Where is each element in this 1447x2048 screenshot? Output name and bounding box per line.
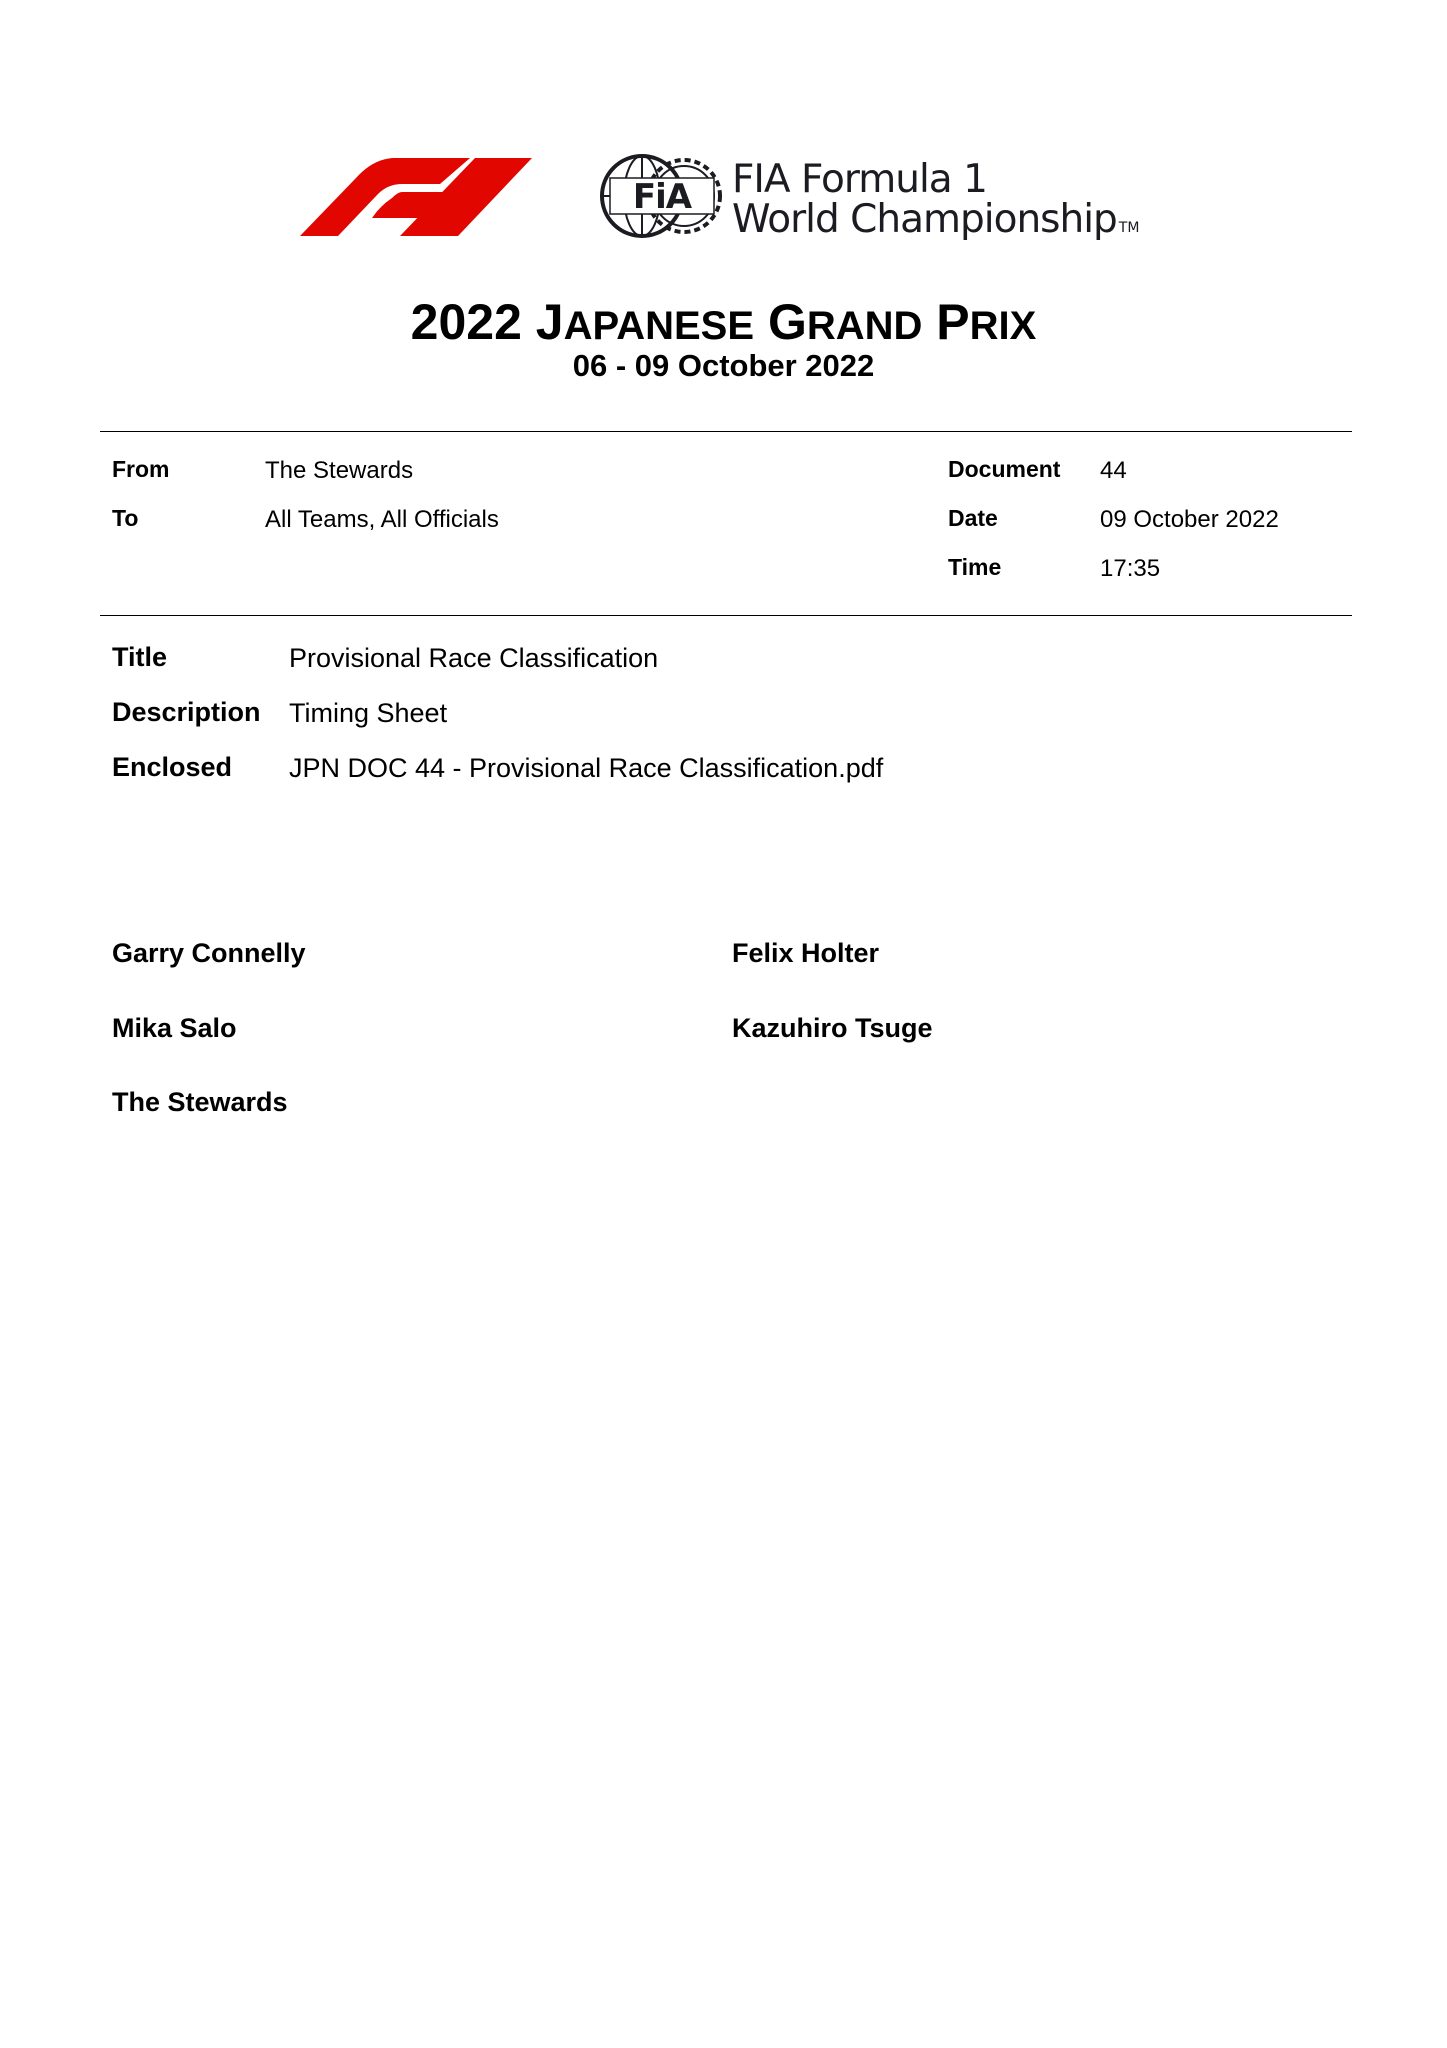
event-word2-initial: G <box>767 294 807 350</box>
championship-wordmark <box>732 157 1140 248</box>
f1-logo-icon <box>300 158 600 240</box>
signatory-group-label: The Stewards <box>112 1087 288 1117</box>
from-value: The Stewards <box>265 457 414 484</box>
event-title <box>0 294 1447 354</box>
from-label: From <box>112 456 170 482</box>
date-value: 09 October 2022 <box>1100 506 1279 533</box>
event-word3-rest: RIX <box>969 304 1037 348</box>
document-value: 44 <box>1100 457 1127 484</box>
time-value: 17:35 <box>1100 555 1161 582</box>
title-label: Title <box>112 642 168 672</box>
brand-line-1: FIA Formula 1 <box>732 157 987 202</box>
document-label: Document <box>948 456 1061 482</box>
signatory-right-1: Felix Holter <box>732 938 880 968</box>
date-label: Date <box>948 505 998 531</box>
event-word1-rest: APANESE <box>563 304 755 348</box>
svg-text:FiA: FiA <box>632 177 692 217</box>
trademark-mark: TM <box>1118 220 1140 236</box>
bottom-divider <box>100 615 1352 616</box>
event-dates: 06 - 09 October 2022 <box>572 348 875 383</box>
event-year: 2022 <box>410 294 522 350</box>
enclosed-label: Enclosed <box>112 752 233 782</box>
header-logo-group <box>300 150 1180 250</box>
to-value: All Teams, All Officials <box>265 506 499 533</box>
signatory-right-2: Kazuhiro Tsuge <box>732 1013 933 1043</box>
event-word1-initial: J <box>535 294 564 350</box>
top-divider <box>100 431 1352 432</box>
signatory-left-1: Garry Connelly <box>112 938 306 968</box>
time-label: Time <box>948 554 1002 580</box>
brand-line-2 <box>732 197 1140 248</box>
description-label: Description <box>112 697 261 727</box>
brand-line-2-text: World Championship <box>732 197 1117 242</box>
title-value: Provisional Race Classification <box>289 643 659 673</box>
event-word3-initial: P <box>936 294 970 350</box>
to-label: To <box>112 505 139 531</box>
signatory-left-2: Mika Salo <box>112 1013 237 1043</box>
event-word2-rest: RAND <box>806 304 923 348</box>
fia-emblem-icon <box>598 150 726 242</box>
enclosed-attachment-link[interactable]: JPN DOC 44 - Provisional Race Classification.pdf <box>289 753 884 783</box>
description-value: Timing Sheet <box>289 698 448 728</box>
